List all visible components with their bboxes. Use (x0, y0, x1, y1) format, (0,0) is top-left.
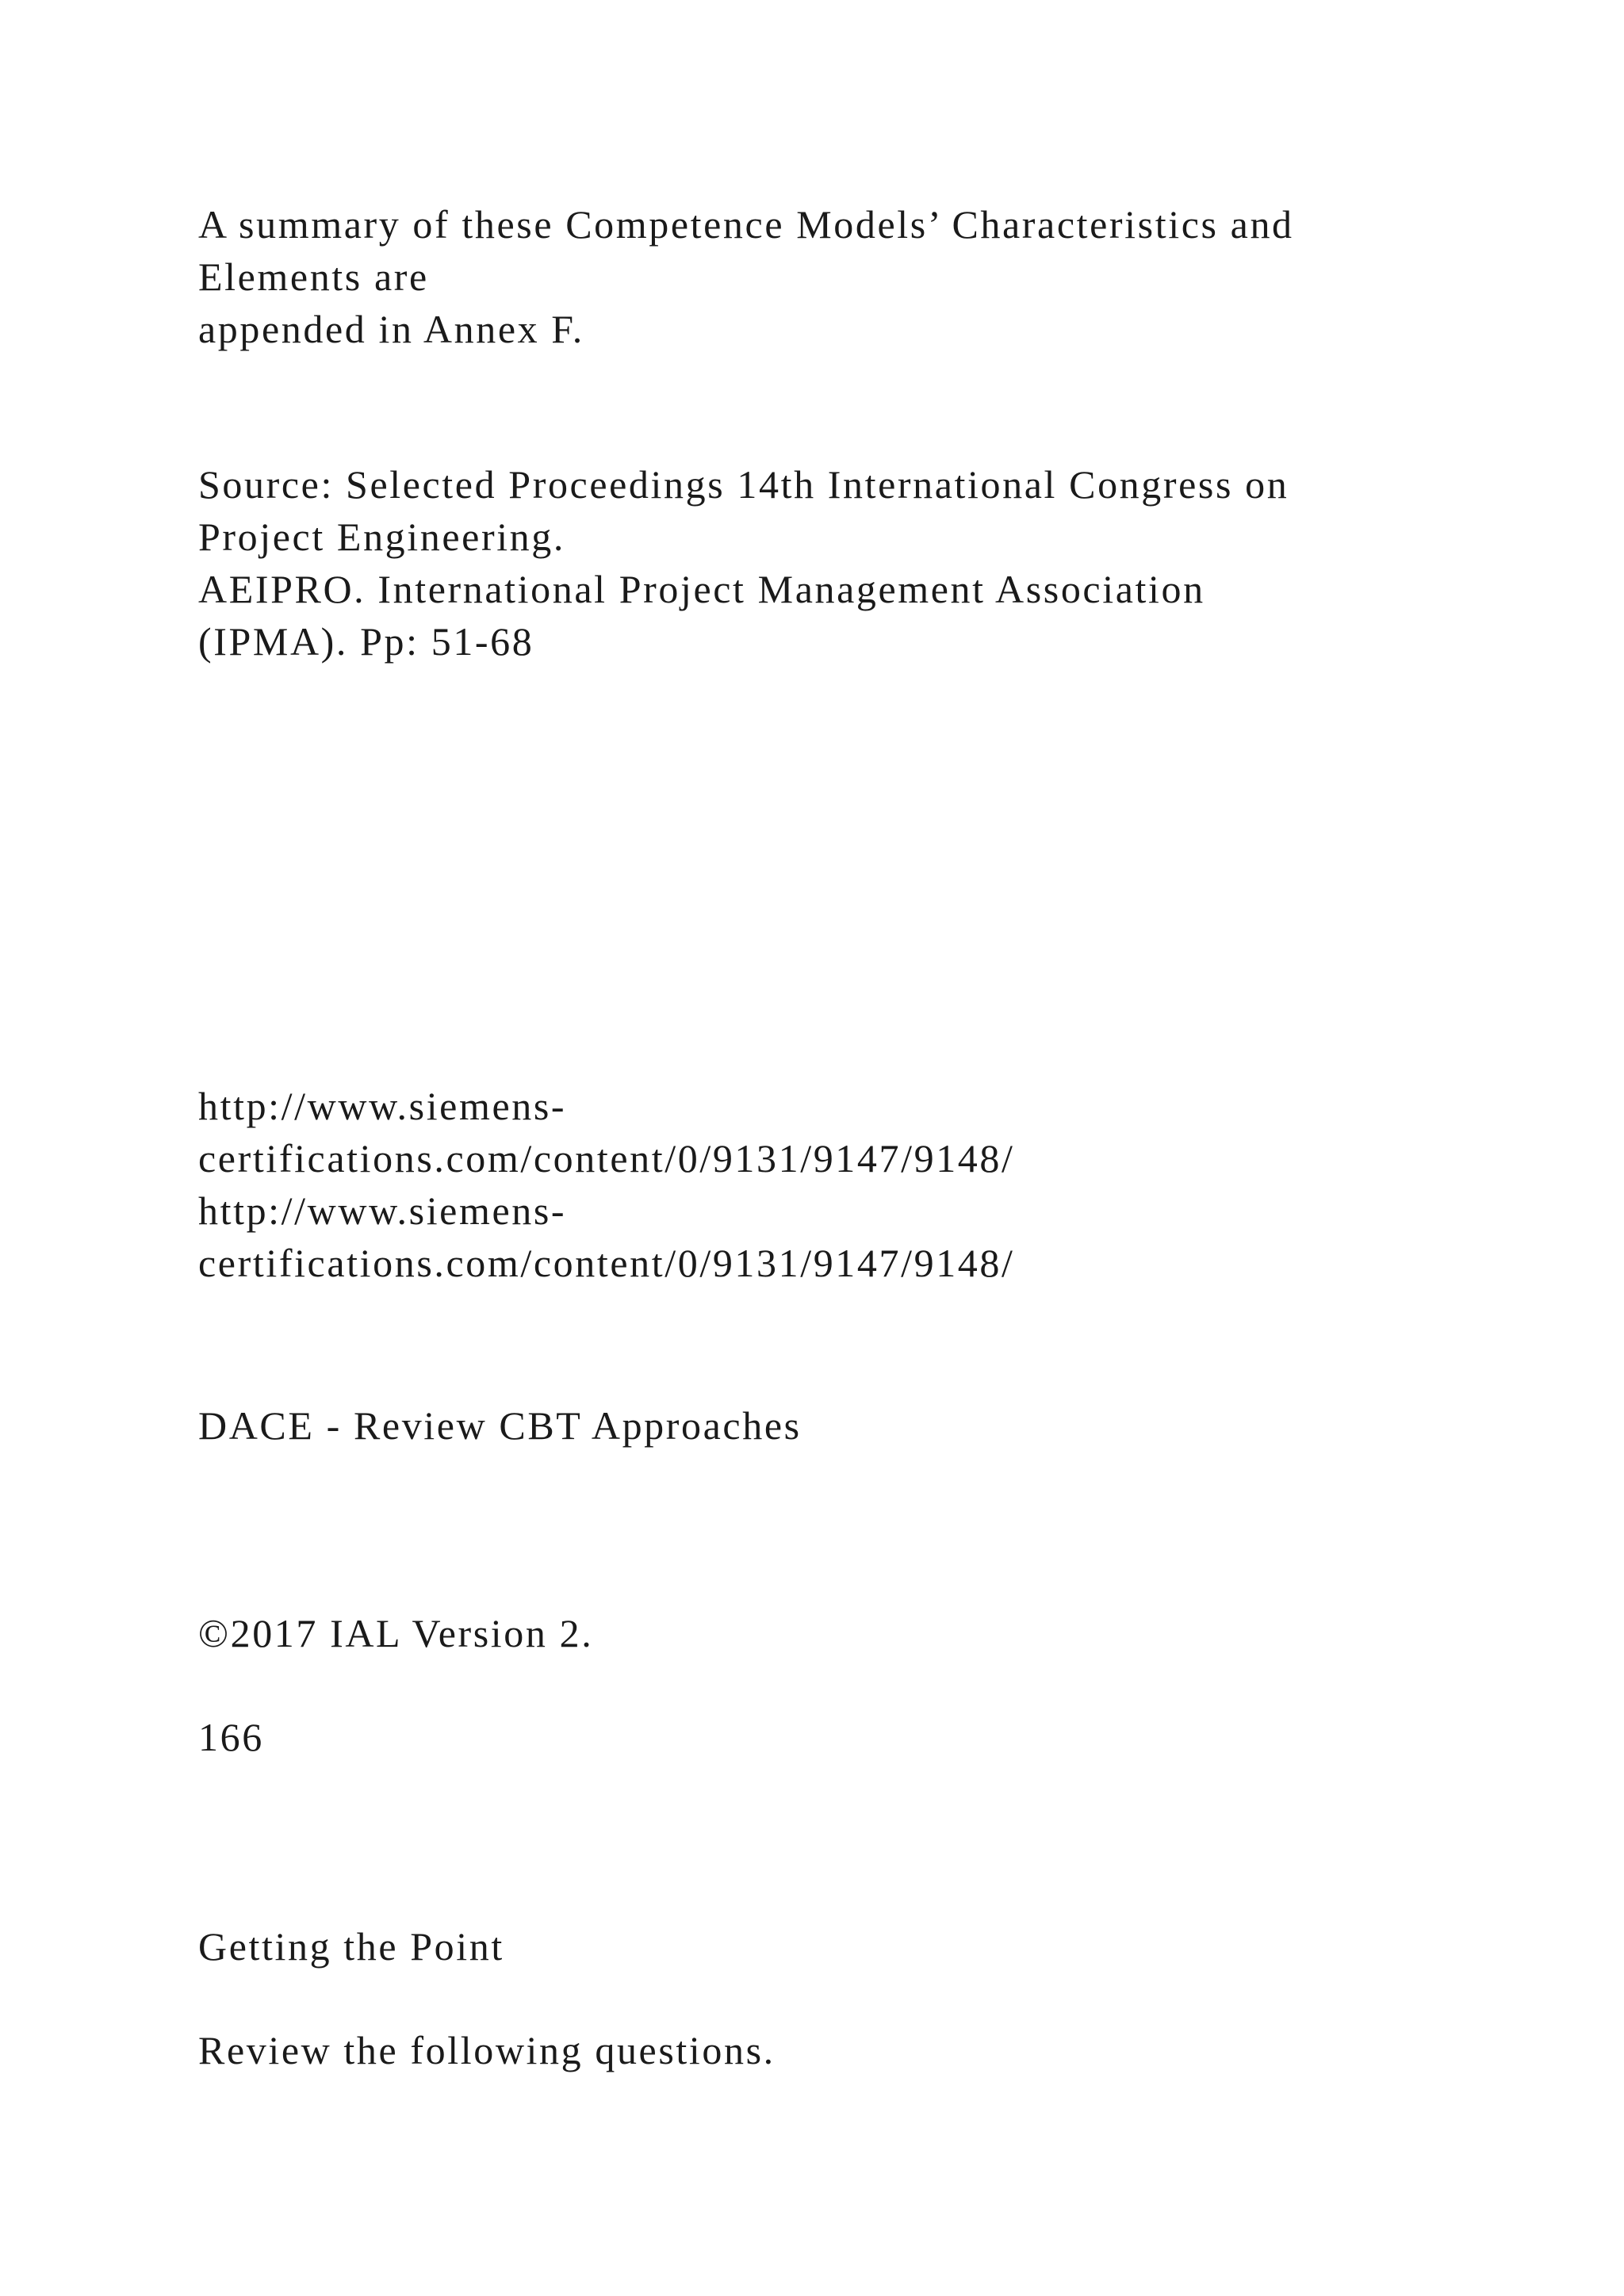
document-title (198, 1399, 1546, 1452)
section-instruction (198, 2024, 1546, 2076)
source-line: Project Engineering. (198, 515, 565, 559)
summary-line: Elements are (198, 254, 429, 299)
url-line[interactable]: http://www.siemens- (198, 1188, 567, 1233)
source-line: AEIPRO. International Project Management Association (198, 567, 1205, 611)
section-heading (198, 1920, 1546, 1973)
url-line[interactable]: certifications.com/content/0/9131/9147/9148/ (198, 1241, 1015, 1285)
summary-line: A summary of these Competence Models’ Characteristics and (198, 202, 1294, 247)
source-line: (IPMA). Pp: 51-68 (198, 619, 534, 664)
copyright-text: ©2017 IAL Version 2. (198, 1611, 594, 1655)
summary-line: appended in Annex F. (198, 307, 584, 351)
url-line[interactable]: http://www.siemens- (198, 1084, 567, 1128)
source-line: Source: Selected Proceedings 14th International Congress on (198, 462, 1289, 507)
summary-paragraph (198, 198, 1546, 355)
section-heading-text: Getting the Point (198, 1924, 504, 1969)
url-line[interactable]: certifications.com/content/0/9131/9147/9148/ (198, 1136, 1015, 1181)
copyright-notice (198, 1607, 1546, 1659)
links-paragraph (198, 1080, 1546, 1289)
page-number-text: 166 (198, 1715, 264, 1759)
document-title-text: DACE - Review CBT Approaches (198, 1403, 802, 1448)
page-number (198, 1711, 1546, 1763)
section-instruction-text: Review the following questions. (198, 2028, 776, 2072)
source-paragraph (198, 458, 1546, 668)
